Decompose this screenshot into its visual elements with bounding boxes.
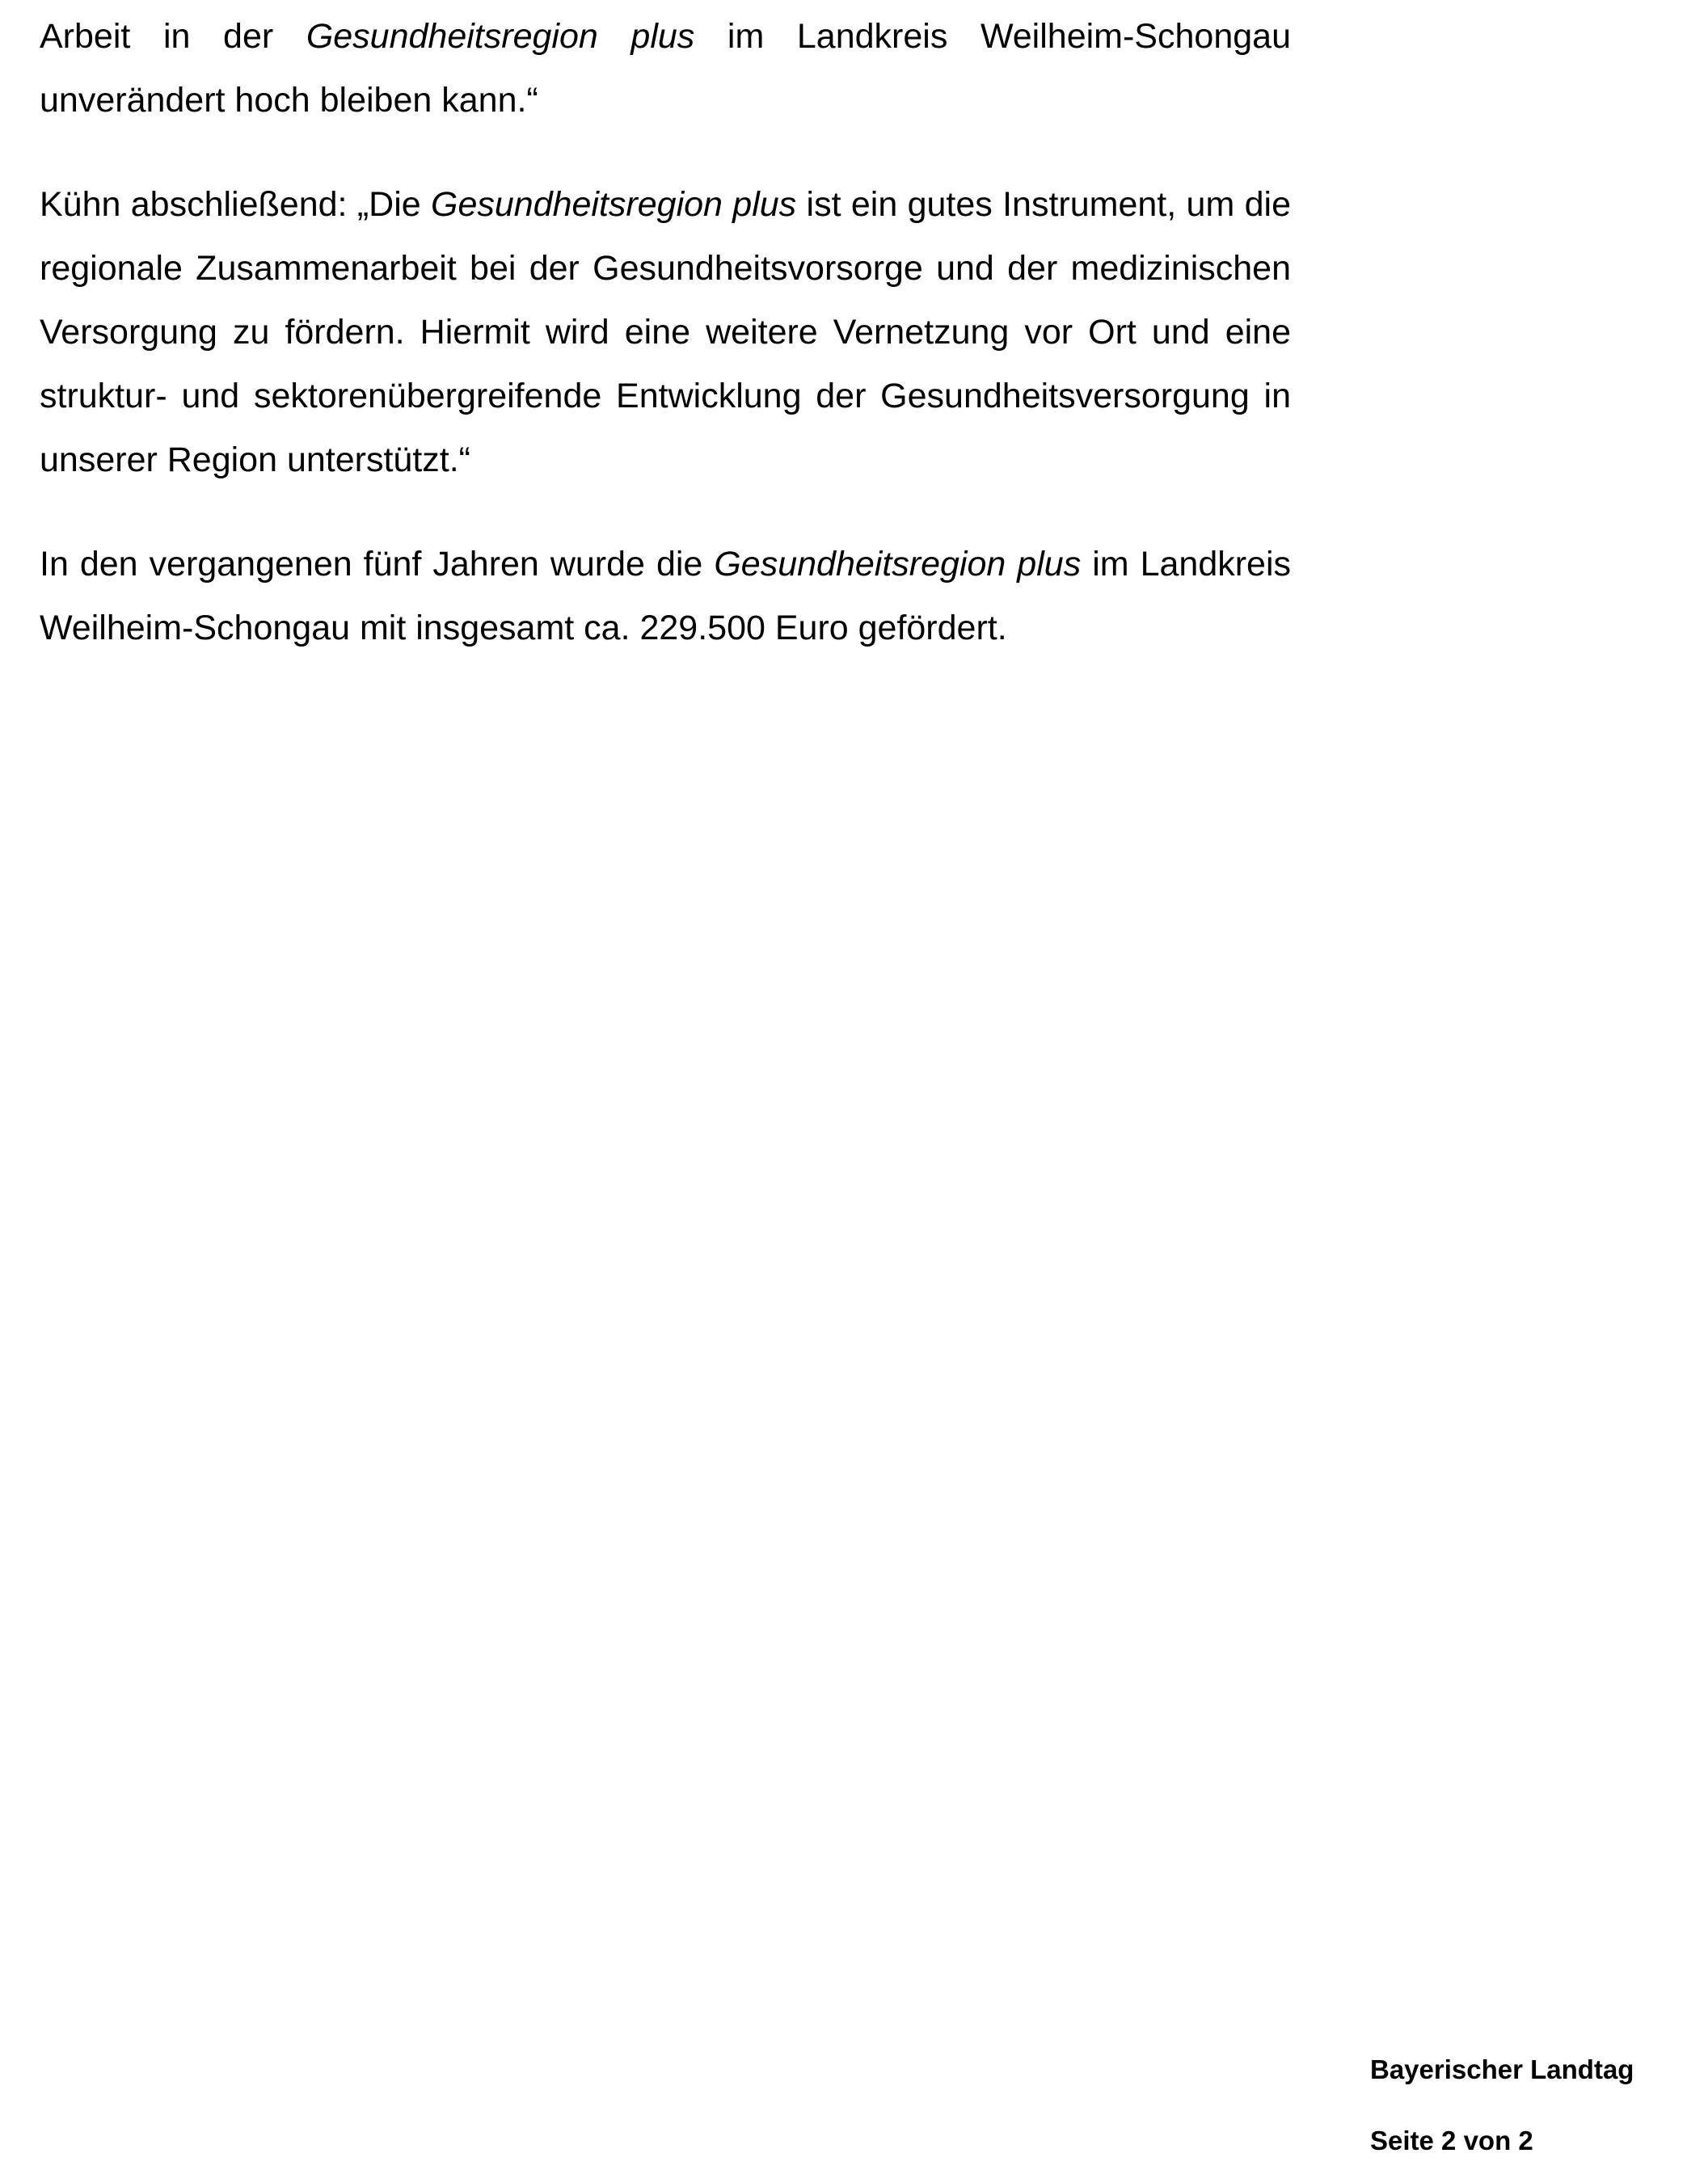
paragraph-2 (40, 173, 1291, 492)
paragraph-3-italic-term: Gesundheitsregion plus (714, 545, 1082, 584)
footer-organization: Bayerischer Landtag (1370, 2054, 1634, 2084)
paragraph-3 (40, 533, 1291, 660)
paragraph-2-text-b: ist ein gutes Instrument, um die regionale Zusammenarbeit bei der Gesundheitsvorsorge und der medizinischen Versorgung zu fördern. Hiermit wird eine weitere Vernetzung vor Ort und eine struktur- und sektorenübergreifende Entwicklung der Gesundheitsversorgung in unserer Region unterstützt.“ (40, 185, 1291, 479)
paragraph-1 (40, 5, 1291, 133)
document-body (40, 5, 1291, 701)
paragraph-1-text-b: im Landkreis Weilheim-Schongau unverändert hoch bleiben kann.“ (40, 17, 1291, 120)
paragraph-3-text-b: im Landkreis Weilheim-Schongau mit insgesamt ca. 229.500 Euro gefördert. (40, 545, 1292, 647)
paragraph-1-italic-term: Gesundheitsregion plus (306, 17, 695, 56)
paragraph-2-italic-term: Gesundheitsregion plus (431, 185, 797, 224)
paragraph-2-text-a: Kühn abschließend: „Die (40, 185, 431, 224)
paragraph-1-text-a: Arbeit in der (40, 17, 306, 56)
footer-page-number: Seite 2 von 2 (1370, 2126, 1533, 2155)
paragraph-3-text-a: In den vergangenen fünf Jahren wurde die (40, 545, 715, 584)
